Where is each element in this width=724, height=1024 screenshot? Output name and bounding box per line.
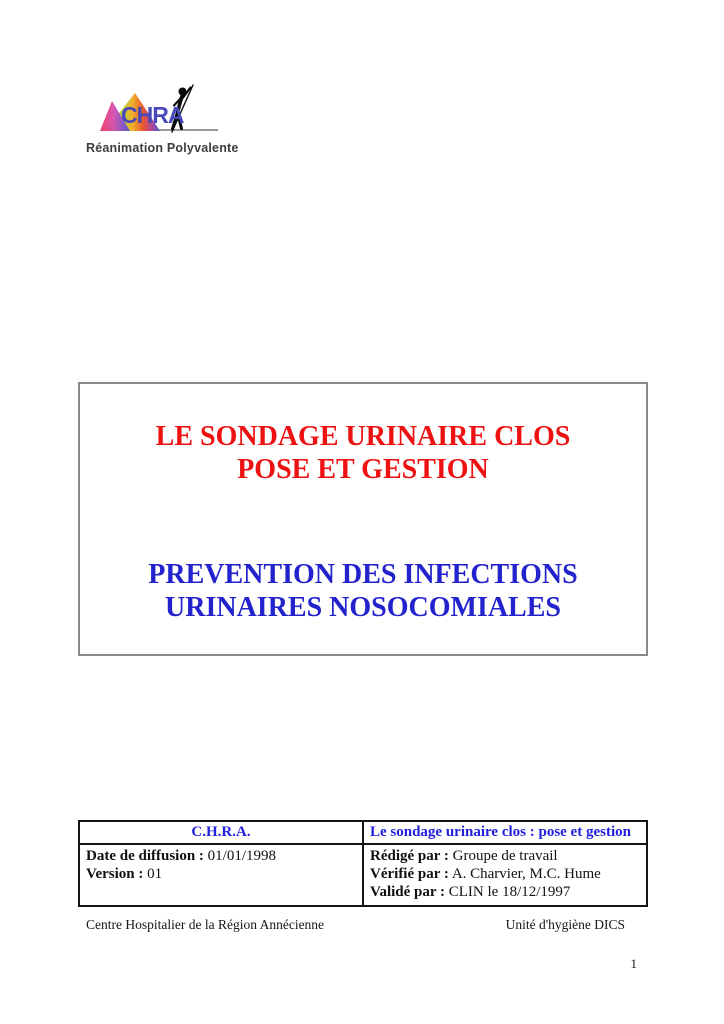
diffusion-date-label: Date de diffusion : (86, 848, 204, 864)
valide-label: Validé par : (370, 884, 446, 900)
info-table-header-org (79, 821, 363, 844)
diffusion-date-row (86, 847, 358, 865)
title-blue-line2: URINAIRES NOSOCOMIALES (165, 592, 561, 623)
info-table-header-row (79, 821, 647, 844)
title-red-line1: LE SONDAGE URINAIRE CLOS (155, 421, 571, 452)
redige-value: Groupe de travail (452, 848, 558, 864)
version-row (86, 865, 358, 883)
verifie-value: A. Charvier, M.C. Hume (451, 866, 601, 882)
verifie-label: Vérifié par : (370, 866, 449, 882)
diffusion-version-cell (79, 844, 363, 906)
version-value: 01 (147, 866, 163, 882)
title-red-line2: POSE ET GESTION (237, 454, 489, 485)
doc-short-title: Le sondage urinaire clos : pose et gestion (370, 824, 631, 840)
diffusion-date-value: 01/01/1998 (207, 848, 277, 864)
info-table (78, 820, 648, 907)
valide-row (370, 883, 642, 901)
info-table-body-row (79, 844, 647, 906)
footer-hospital-name: Centre Hospitalier de la Région Annécienne (86, 917, 325, 932)
logo-acronym: CHRA (121, 102, 184, 128)
org-acronym: C.H.R.A. (191, 824, 251, 840)
logo-caption: Réanimation Polyvalente (86, 141, 239, 155)
valide-value: CLIN le 18/12/1997 (448, 884, 571, 900)
footer-unit-name: Unité d'hygiène DICS (505, 917, 625, 932)
title-blue-line1: PREVENTION DES INFECTIONS (148, 559, 578, 590)
redige-row (370, 847, 642, 865)
verifie-row (370, 865, 642, 883)
redige-label: Rédigé par : (370, 848, 449, 864)
title-box (78, 382, 648, 656)
page-number: 1 (630, 956, 637, 971)
document-subtitle (80, 558, 646, 624)
version-label: Version : (86, 866, 144, 882)
document-title (80, 420, 646, 486)
info-table-header-title (363, 821, 647, 844)
authors-cell (363, 844, 647, 906)
chra-logo (86, 84, 239, 160)
